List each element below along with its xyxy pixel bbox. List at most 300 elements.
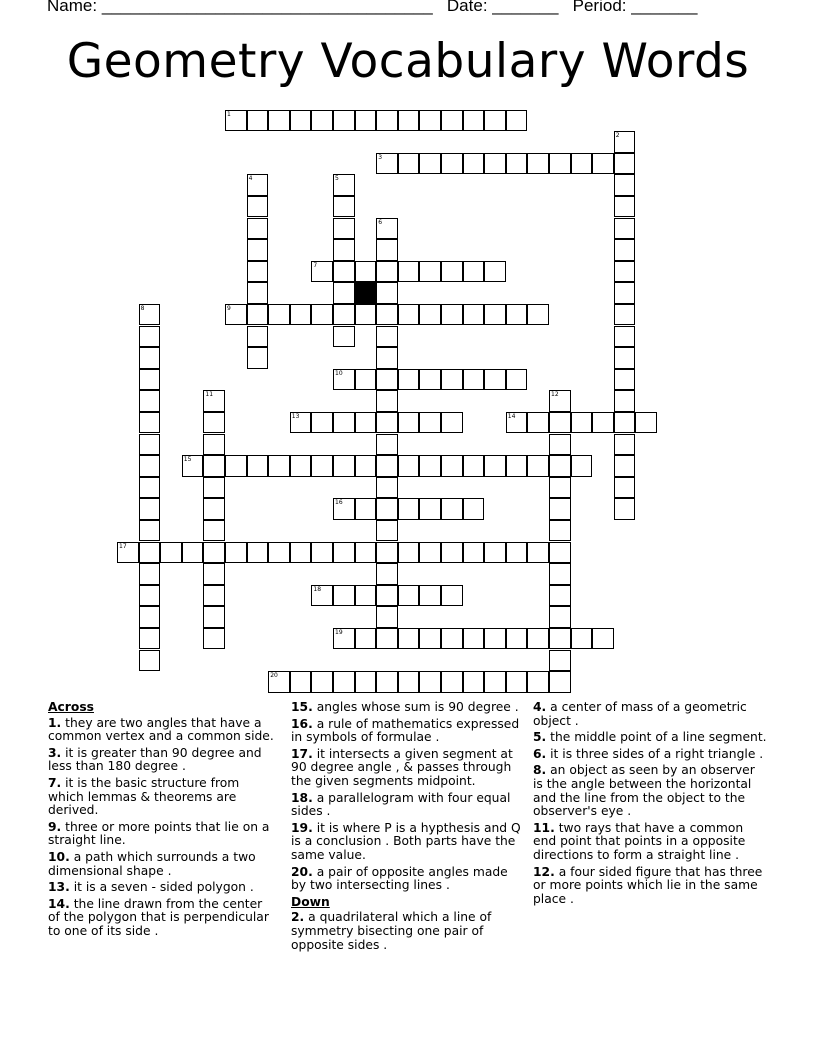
grid-cell[interactable]	[203, 628, 225, 650]
grid-cell[interactable]	[333, 174, 355, 196]
grid-cell[interactable]	[484, 153, 506, 175]
clue-number-label: 14.	[48, 896, 70, 911]
grid-cell[interactable]	[419, 261, 441, 283]
grid-cell[interactable]	[139, 585, 161, 607]
clue-number: 5	[335, 175, 339, 183]
grid-cell[interactable]	[139, 563, 161, 585]
grid-cell[interactable]	[463, 671, 485, 693]
grid-cell[interactable]	[203, 585, 225, 607]
across-clue: 16. a rule of mathematics expressed in symbols of formulae .	[291, 716, 520, 745]
grid-cell[interactable]	[614, 218, 636, 240]
clue-number-label: 13.	[48, 880, 70, 895]
grid-cell[interactable]	[376, 218, 398, 240]
grid-cell[interactable]	[463, 455, 485, 477]
clue-number-label: 10.	[48, 849, 70, 864]
grid-cell[interactable]	[203, 563, 225, 585]
down-clue: 11. two rays that have a common end point that points in a opposite directions to form a straight line .	[533, 820, 746, 862]
grid-cell[interactable]	[484, 304, 506, 326]
grid-cell[interactable]	[592, 412, 614, 434]
grid-cell[interactable]	[247, 282, 269, 304]
across-clue: 1. they are two angles that have a common vertex and a common side.	[48, 715, 274, 744]
grid-cell[interactable]	[571, 628, 593, 650]
grid-cell[interactable]	[571, 412, 593, 434]
grid-cell[interactable]	[355, 628, 377, 650]
grid-cell[interactable]	[333, 110, 355, 132]
grid-cell[interactable]	[355, 671, 377, 693]
clue-number-label: 1.	[48, 715, 62, 730]
grid-cell[interactable]	[419, 498, 441, 520]
grid-cell[interactable]	[484, 455, 506, 477]
grid-cell[interactable]	[355, 585, 377, 607]
clue-number-label: 16.	[291, 716, 313, 731]
clue-number-label: 2.	[291, 910, 305, 925]
grid-cell[interactable]	[311, 412, 333, 434]
grid-cell[interactable]	[441, 304, 463, 326]
across-clue: 20. a pair of opposite angles made by two intersecting lines .	[291, 864, 508, 893]
grid-cell[interactable]	[398, 455, 420, 477]
grid-cell[interactable]	[333, 326, 355, 348]
grid-cell[interactable]	[549, 498, 571, 520]
grid-cell[interactable]	[333, 628, 355, 650]
clue-number-label: 17.	[291, 746, 313, 761]
across-clue: 10. a path which surrounds a two dimensional shape .	[48, 849, 256, 878]
across-clue: 15. angles whose sum is 90 degree .	[291, 700, 519, 714]
grid-cell[interactable]	[614, 131, 636, 153]
grid-cell[interactable]	[549, 390, 571, 412]
grid-cell[interactable]	[441, 585, 463, 607]
grid-cell[interactable]	[139, 606, 161, 628]
clue-number: 9	[227, 304, 231, 312]
grid-cell[interactable]	[419, 585, 441, 607]
grid-cell[interactable]	[614, 498, 636, 520]
black-cell	[355, 282, 377, 304]
grid-cell[interactable]	[376, 239, 398, 261]
grid-cell[interactable]	[203, 455, 225, 477]
clue-number-label: 18.	[291, 790, 313, 805]
grid-cell[interactable]	[463, 110, 485, 132]
grid-cell[interactable]	[571, 153, 593, 175]
grid-cell[interactable]	[182, 542, 204, 564]
grid-cell[interactable]	[549, 520, 571, 542]
grid-cell[interactable]	[441, 110, 463, 132]
grid-cell[interactable]	[398, 671, 420, 693]
grid-cell[interactable]	[203, 520, 225, 542]
grid-cell[interactable]	[527, 628, 549, 650]
clue-number: 1	[227, 110, 231, 118]
grid-cell[interactable]	[333, 455, 355, 477]
grid-cell[interactable]	[333, 498, 355, 520]
grid-cell[interactable]	[311, 585, 333, 607]
grid-cell[interactable]	[247, 542, 269, 564]
grid-cell[interactable]	[333, 218, 355, 240]
grid-cell[interactable]	[614, 174, 636, 196]
grid-cell[interactable]	[333, 304, 355, 326]
grid-cell[interactable]	[268, 110, 290, 132]
grid-cell[interactable]	[527, 455, 549, 477]
grid-cell[interactable]	[398, 261, 420, 283]
across-clue: 9. three or more points that lie on a straight line.	[48, 819, 270, 848]
down-clue: 8. an object as seen by an observer is the angle between the horizontal and the line from the object to the observer's eye .	[533, 763, 755, 819]
grid-cell[interactable]	[333, 196, 355, 218]
grid-cell[interactable]	[549, 585, 571, 607]
grid-cell[interactable]	[506, 671, 528, 693]
grid-cell[interactable]	[139, 369, 161, 391]
grid-cell[interactable]	[506, 110, 528, 132]
grid-cell[interactable]	[635, 412, 657, 434]
grid-cell[interactable]	[333, 261, 355, 283]
grid-cell[interactable]	[614, 196, 636, 218]
grid-cell[interactable]	[398, 412, 420, 434]
grid-cell[interactable]	[247, 304, 269, 326]
clues-column-3	[533, 701, 768, 909]
grid-cell[interactable]	[290, 542, 312, 564]
grid-cell[interactable]	[398, 110, 420, 132]
grid-cell[interactable]	[527, 412, 549, 434]
clue-number-label: 8.	[533, 763, 547, 778]
grid-cell[interactable]	[419, 671, 441, 693]
grid-cell[interactable]	[139, 347, 161, 369]
grid-cell[interactable]	[614, 153, 636, 175]
grid-cell[interactable]	[355, 542, 377, 564]
grid-cell[interactable]	[376, 326, 398, 348]
grid-cell[interactable]	[311, 455, 333, 477]
grid-cell[interactable]	[463, 261, 485, 283]
grid-cell[interactable]	[398, 304, 420, 326]
grid-cell[interactable]	[614, 412, 636, 434]
grid-cell[interactable]	[527, 153, 549, 175]
grid-cell[interactable]	[614, 326, 636, 348]
clue-number: 2	[615, 132, 620, 140]
grid-cell[interactable]	[139, 326, 161, 348]
grid-cell[interactable]	[376, 412, 398, 434]
grid-cell[interactable]	[376, 585, 398, 607]
clue-number: 4	[248, 175, 253, 183]
grid-cell[interactable]	[398, 585, 420, 607]
grid-cell[interactable]	[441, 261, 463, 283]
page-title: Geometry Vocabulary Words	[66, 34, 750, 89]
grid-cell[interactable]	[549, 606, 571, 628]
grid-cell[interactable]	[247, 110, 269, 132]
grid-cell[interactable]	[441, 542, 463, 564]
grid-cell[interactable]	[441, 412, 463, 434]
clue-number: 11	[205, 391, 214, 399]
grid-cell[interactable]	[268, 455, 290, 477]
grid-cell[interactable]	[419, 369, 441, 391]
grid-cell[interactable]	[355, 110, 377, 132]
grid-cell[interactable]	[376, 498, 398, 520]
grid-cell[interactable]	[225, 455, 247, 477]
grid-cell[interactable]	[614, 369, 636, 391]
grid-cell[interactable]	[376, 542, 398, 564]
grid-cell[interactable]	[506, 542, 528, 564]
grid-cell[interactable]	[614, 347, 636, 369]
grid-cell[interactable]	[376, 110, 398, 132]
grid-cell[interactable]	[506, 304, 528, 326]
grid-cell[interactable]	[614, 477, 636, 499]
grid-cell[interactable]	[463, 542, 485, 564]
grid-cell[interactable]	[376, 455, 398, 477]
grid-cell[interactable]	[376, 261, 398, 283]
clue-number: 18	[313, 585, 322, 593]
grid-cell[interactable]	[614, 304, 636, 326]
grid-cell[interactable]	[268, 304, 290, 326]
grid-cell[interactable]	[333, 282, 355, 304]
grid-cell[interactable]	[614, 455, 636, 477]
clue-number: 10	[335, 369, 343, 377]
grid-cell[interactable]	[614, 434, 636, 456]
grid-cell[interactable]	[247, 174, 269, 196]
grid-cell[interactable]	[506, 153, 528, 175]
grid-cell[interactable]	[506, 455, 528, 477]
grid-cell[interactable]	[355, 498, 377, 520]
clue-number: 15	[183, 456, 192, 464]
grid-cell[interactable]	[247, 455, 269, 477]
grid-cell[interactable]	[463, 304, 485, 326]
grid-cell[interactable]	[549, 455, 571, 477]
grid-cell[interactable]	[463, 498, 485, 520]
clue-number-label: 3.	[48, 745, 62, 760]
grid-cell[interactable]	[419, 153, 441, 175]
grid-cell[interactable]	[614, 282, 636, 304]
grid-cell[interactable]	[139, 434, 161, 456]
grid-cell[interactable]	[290, 455, 312, 477]
grid-cell[interactable]	[311, 261, 333, 283]
grid-cell[interactable]	[355, 455, 377, 477]
name-label: Name:	[47, 0, 98, 15]
grid-cell[interactable]	[398, 369, 420, 391]
grid-cell[interactable]	[247, 261, 269, 283]
grid-cell[interactable]	[290, 671, 312, 693]
grid-cell[interactable]	[592, 628, 614, 650]
grid-cell[interactable]	[376, 671, 398, 693]
grid-cell[interactable]	[527, 542, 549, 564]
clue-number: 6	[378, 218, 383, 226]
grid-cell[interactable]	[441, 671, 463, 693]
clue-number-label: 9.	[48, 819, 62, 834]
grid-cell[interactable]	[484, 110, 506, 132]
grid-cell[interactable]	[247, 218, 269, 240]
across-clue: 7. it is the basic structure from which lemmas & theorems are derived.	[48, 775, 240, 818]
grid-cell[interactable]	[225, 542, 247, 564]
grid-cell[interactable]	[139, 455, 161, 477]
grid-cell[interactable]	[311, 304, 333, 326]
grid-cell[interactable]	[139, 542, 161, 564]
grid-cell[interactable]	[290, 412, 312, 434]
grid-cell[interactable]	[333, 412, 355, 434]
grid-cell[interactable]	[376, 153, 398, 175]
grid-cell[interactable]	[376, 347, 398, 369]
grid-cell[interactable]	[419, 412, 441, 434]
grid-cell[interactable]	[441, 153, 463, 175]
clue-number-label: 5.	[533, 730, 547, 745]
grid-cell[interactable]	[441, 369, 463, 391]
grid-cell[interactable]	[441, 455, 463, 477]
grid-cell[interactable]	[247, 347, 269, 369]
grid-cell[interactable]	[506, 628, 528, 650]
clue-number: 7	[313, 261, 318, 269]
grid-cell[interactable]	[376, 390, 398, 412]
grid-cell[interactable]	[527, 671, 549, 693]
down-heading: Down	[291, 894, 330, 909]
grid-cell[interactable]	[506, 412, 528, 434]
clue-number: 19	[335, 628, 343, 636]
clue-number: 12	[551, 391, 559, 399]
grid-cell[interactable]	[355, 412, 377, 434]
date-blank[interactable]: _______	[492, 0, 559, 15]
grid-cell[interactable]	[355, 261, 377, 283]
across-clue: 13. it is a seven - sided polygon .	[48, 880, 254, 895]
grid-cell[interactable]	[398, 153, 420, 175]
grid-cell[interactable]	[247, 239, 269, 261]
grid-cell[interactable]	[203, 412, 225, 434]
grid-cell[interactable]	[549, 434, 571, 456]
grid-cell[interactable]	[376, 434, 398, 456]
grid-cell[interactable]	[333, 369, 355, 391]
grid-cell[interactable]	[419, 628, 441, 650]
grid-cell[interactable]	[463, 369, 485, 391]
grid-cell[interactable]	[182, 455, 204, 477]
grid-cell[interactable]	[139, 390, 161, 412]
grid-cell[interactable]	[203, 477, 225, 499]
grid-cell[interactable]	[549, 153, 571, 175]
down-clue: 2. a quadrilateral which a line of symmetry bisecting one pair of opposite sides .	[291, 910, 492, 952]
clue-number-label: 12.	[533, 864, 555, 879]
clue-number: 14	[507, 412, 516, 420]
grid-cell[interactable]	[376, 304, 398, 326]
grid-cell[interactable]	[419, 304, 441, 326]
clue-number-label: 15.	[291, 700, 313, 714]
grid-cell[interactable]	[203, 542, 225, 564]
grid-cell[interactable]	[549, 628, 571, 650]
grid-cell[interactable]	[139, 498, 161, 520]
grid-cell[interactable]	[463, 628, 485, 650]
grid-cell[interactable]	[139, 650, 161, 672]
grid-cell[interactable]	[549, 477, 571, 499]
grid-cell[interactable]	[549, 563, 571, 585]
grid-cell[interactable]	[355, 369, 377, 391]
grid-cell[interactable]	[419, 455, 441, 477]
across-clue: 3. it is greater than 90 degree and less than 180 degree .	[48, 745, 262, 774]
across-clue: 18. a parallelogram with four equal sides .	[291, 790, 511, 819]
grid-cell[interactable]	[506, 369, 528, 391]
across-clue: 14. the line drawn from the center of the polygon that is perpendicular to one of its side .	[48, 896, 269, 938]
grid-cell[interactable]	[463, 153, 485, 175]
grid-cell[interactable]	[614, 239, 636, 261]
grid-cell[interactable]	[419, 110, 441, 132]
clues-column-2	[291, 701, 523, 955]
date-label: Date:	[446, 0, 488, 15]
grid-cell[interactable]	[571, 455, 593, 477]
grid-cell[interactable]	[333, 585, 355, 607]
grid-cell[interactable]	[484, 261, 506, 283]
grid-cell[interactable]	[311, 542, 333, 564]
grid-cell[interactable]	[247, 196, 269, 218]
clue-number-label: 4.	[533, 700, 547, 714]
across-clue: 17. it intersects a given segment at 90 degree angle , & passes through the given segments midpoint.	[291, 746, 513, 788]
grid-cell[interactable]	[333, 542, 355, 564]
grid-cell[interactable]	[139, 477, 161, 499]
grid-cell[interactable]	[549, 542, 571, 564]
grid-cell[interactable]	[290, 304, 312, 326]
clue-number-label: 6.	[533, 746, 547, 761]
grid-cell[interactable]	[441, 628, 463, 650]
clue-number-label: 19.	[291, 820, 313, 835]
across-heading: Across	[48, 700, 94, 714]
grid-cell[interactable]	[549, 650, 571, 672]
clue-number: 17	[119, 542, 127, 550]
grid-cell[interactable]	[376, 628, 398, 650]
grid-cell[interactable]	[311, 110, 333, 132]
grid-cell[interactable]	[484, 542, 506, 564]
grid-cell[interactable]	[117, 542, 139, 564]
clues-column-1	[48, 701, 276, 942]
grid-cell[interactable]	[333, 671, 355, 693]
grid-cell[interactable]	[398, 498, 420, 520]
grid-cell[interactable]	[376, 369, 398, 391]
grid-cell[interactable]	[139, 628, 161, 650]
grid-cell[interactable]	[203, 390, 225, 412]
period-blank[interactable]: _______	[631, 0, 698, 15]
down-clue: 12. a four sided figure that has three or more points which lie in the same place .	[533, 864, 763, 906]
grid-cell[interactable]	[225, 110, 247, 132]
grid-cell[interactable]	[484, 369, 506, 391]
clue-number-label: 11.	[533, 820, 555, 835]
grid-cell[interactable]	[160, 542, 182, 564]
grid-cell[interactable]	[203, 498, 225, 520]
grid-cell[interactable]	[419, 542, 441, 564]
grid-cell[interactable]	[290, 110, 312, 132]
grid-cell[interactable]	[484, 671, 506, 693]
grid-cell[interactable]	[398, 628, 420, 650]
grid-cell[interactable]	[247, 326, 269, 348]
grid-cell[interactable]	[549, 412, 571, 434]
grid-cell[interactable]	[139, 520, 161, 542]
grid-cell[interactable]	[484, 628, 506, 650]
down-clue: 5. the middle point of a line segment.	[533, 730, 767, 745]
grid-cell[interactable]	[268, 542, 290, 564]
grid-cell[interactable]	[376, 563, 398, 585]
name-blank[interactable]: ___________________________________	[101, 0, 433, 15]
grid-cell[interactable]	[376, 282, 398, 304]
grid-cell[interactable]	[376, 606, 398, 628]
down-clue: 6. it is three sides of a right triangle .	[533, 746, 764, 761]
grid-cell[interactable]	[376, 477, 398, 499]
grid-cell[interactable]	[355, 304, 377, 326]
down-clue: 4. a center of mass of a geometric object .	[533, 700, 747, 728]
grid-cell[interactable]	[376, 520, 398, 542]
period-label: Period:	[572, 0, 627, 15]
grid-cell[interactable]	[139, 304, 161, 326]
grid-cell[interactable]	[203, 434, 225, 456]
grid-cell[interactable]	[139, 412, 161, 434]
grid-cell[interactable]	[527, 304, 549, 326]
grid-cell[interactable]	[614, 390, 636, 412]
clue-number: 8	[140, 304, 145, 312]
across-clue: 19. it is where P is a hypthesis and Q is a conclusion . Both parts have the same value.	[291, 820, 521, 862]
grid-cell[interactable]	[203, 606, 225, 628]
clue-number-label: 20.	[291, 864, 313, 879]
grid-cell[interactable]	[441, 498, 463, 520]
grid-cell[interactable]	[333, 239, 355, 261]
grid-cell[interactable]	[398, 542, 420, 564]
grid-cell[interactable]	[592, 153, 614, 175]
grid-cell[interactable]	[614, 261, 636, 283]
grid-cell[interactable]	[311, 671, 333, 693]
grid-cell[interactable]	[549, 671, 571, 693]
grid-cell[interactable]	[268, 671, 290, 693]
grid-cell[interactable]	[225, 304, 247, 326]
clue-number-label: 7.	[48, 775, 62, 790]
